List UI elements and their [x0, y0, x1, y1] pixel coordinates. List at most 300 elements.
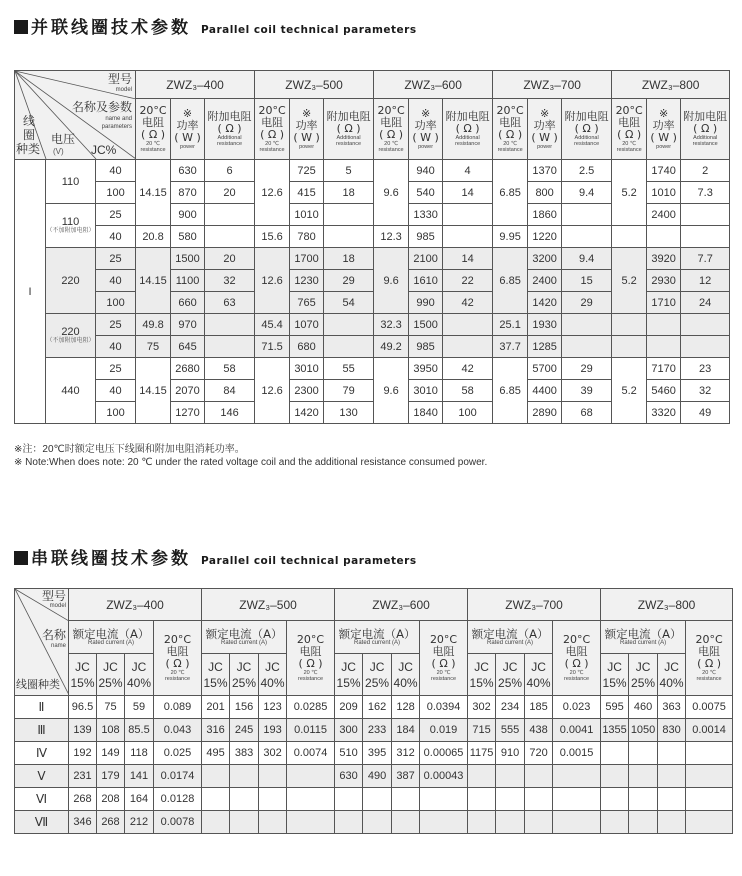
jc-header [97, 654, 125, 696]
value-cell [525, 696, 553, 719]
title-en: Parallel coil technical parameters [201, 24, 417, 36]
resistance-cell [374, 248, 409, 314]
cell-value: 0.0174 [160, 770, 195, 782]
additional-resistance-cell [324, 380, 374, 402]
text: JC [635, 659, 651, 674]
resistance-header [686, 621, 733, 696]
additional-resistance-value: 22 [461, 274, 474, 287]
jc-header [392, 654, 420, 696]
value-cell [259, 696, 287, 719]
cell-value: 302 [263, 747, 282, 759]
power-cell [409, 314, 443, 336]
cell-value: 460 [633, 701, 653, 713]
power-value: 900 [178, 208, 197, 221]
power-cell [647, 314, 681, 336]
additional-resistance-value: 39 [580, 384, 593, 397]
value-cell [525, 788, 553, 811]
power-value: 765 [297, 296, 316, 309]
power-cell [409, 380, 443, 402]
additional-resistance-cell [205, 182, 255, 204]
power-value: 645 [178, 340, 197, 353]
jc-header [658, 654, 686, 696]
value-cell [468, 765, 496, 788]
cell-value: 75 [104, 701, 117, 713]
cell-value: 438 [529, 724, 548, 736]
resistance-cell [374, 336, 409, 358]
cell-value: 0.023 [562, 701, 591, 713]
value-cell [629, 788, 658, 811]
text: ( Ω ) [141, 128, 166, 142]
cell-value: 0.00043 [423, 770, 464, 782]
power-cell [171, 380, 205, 402]
cell-value: 193 [263, 724, 282, 736]
voltage-label: 电压 [51, 132, 76, 146]
coil-type-cell [15, 788, 69, 811]
text: 20 ℃ [384, 141, 398, 148]
additional-resistance-cell [443, 182, 493, 204]
additional-resistance-value: 32 [223, 274, 236, 287]
additional-resistance-cell [324, 160, 374, 182]
additional-resistance-cell [443, 248, 493, 270]
cell-value: 302 [472, 701, 491, 713]
value-cell [335, 811, 363, 834]
resistance-value: 12.6 [261, 384, 283, 397]
voltage-value: 220 [61, 326, 80, 338]
value-cell [420, 788, 468, 811]
cell-value: 383 [234, 747, 254, 759]
cell-value: 387 [396, 770, 415, 782]
power-cell [528, 248, 562, 270]
additional-resistance-cell [562, 226, 612, 248]
power-value: 660 [178, 296, 197, 309]
value-cell [686, 765, 733, 788]
cell-value: 231 [73, 770, 92, 782]
cell-value: 1355 [602, 724, 627, 736]
power-value: 1010 [651, 186, 676, 199]
power-cell [647, 204, 681, 226]
value-cell [259, 719, 287, 742]
jc-header [230, 654, 259, 696]
resistance-cell [493, 336, 528, 358]
resistance-header [374, 99, 409, 160]
additional-resistance-value: 7.7 [697, 252, 713, 265]
resistance-value: 49.8 [142, 318, 164, 331]
additional-resistance-cell [681, 336, 730, 358]
text: JC [341, 659, 356, 674]
voltage-value: 220 [61, 274, 80, 287]
text: Rated current (A) [354, 639, 401, 646]
additional-resistance-value: 2.5 [578, 164, 595, 177]
power-cell [528, 358, 562, 380]
power-header [647, 99, 681, 160]
value-cell [287, 742, 335, 765]
text: 20 ℃ [702, 670, 716, 676]
cell-value: 395 [367, 747, 387, 759]
value-cell [230, 811, 259, 834]
resistance-cell [612, 160, 647, 226]
power-value: 1840 [413, 406, 438, 419]
text: 15% [469, 675, 494, 690]
additional-resistance-value: 9.4 [578, 252, 595, 265]
value-cell [392, 765, 420, 788]
power-cell [647, 402, 681, 424]
text: ( W ) [531, 131, 558, 145]
value-cell [335, 788, 363, 811]
text: power [180, 144, 196, 151]
text: resistance [564, 676, 590, 682]
additional-resistance-cell [324, 314, 374, 336]
value-cell [363, 788, 392, 811]
value-cell [392, 696, 420, 719]
table-row [15, 788, 733, 811]
additional-resistance-cell [681, 402, 730, 424]
additional-resistance-value: 84 [223, 384, 236, 397]
value-cell [230, 742, 259, 765]
text: 20°C [258, 104, 286, 118]
power-cell [647, 270, 681, 292]
cell-value: 209 [339, 701, 358, 713]
additional-resistance-cell [443, 336, 493, 358]
text: ( Ω ) [379, 128, 404, 142]
model-name: ZWZ₃–700 [505, 597, 563, 612]
cell-value: 555 [500, 724, 520, 736]
text: 20 ℃ [569, 670, 584, 676]
text: 20°C [496, 104, 524, 118]
no-resistor-note: （不加附加电阻） [46, 338, 95, 344]
cell-value: 141 [129, 770, 149, 782]
additional-resistance-value: 58 [461, 384, 474, 397]
jc-header [259, 654, 287, 696]
coil-type-value: Ⅱ [38, 700, 45, 714]
voltage-cell [46, 248, 96, 314]
resistance-cell [493, 314, 528, 336]
table-row [15, 719, 733, 742]
text: Rated current (A) [487, 639, 534, 646]
power-cell [171, 314, 205, 336]
power-value: 1610 [413, 274, 438, 287]
additional-resistance-cell [205, 402, 255, 424]
value-cell [97, 742, 125, 765]
text: 功率 [295, 119, 318, 133]
power-value: 1270 [175, 406, 200, 419]
value-cell [468, 719, 496, 742]
power-cell [290, 270, 324, 292]
power-cell [647, 226, 681, 248]
value-cell [363, 811, 392, 834]
power-value: 4400 [532, 384, 557, 397]
jc-header [69, 654, 97, 696]
value-cell [363, 719, 392, 742]
text: JC [531, 659, 546, 674]
additional-resistance-cell [205, 204, 255, 226]
text: JC [236, 659, 252, 674]
jc-value: 25 [109, 318, 122, 331]
value-cell [259, 742, 287, 765]
text: ( Ω ) [564, 657, 589, 670]
cell-value: 128 [396, 701, 415, 713]
text: ( Ω ) [431, 657, 456, 670]
value-cell [97, 765, 125, 788]
rated-current-header [601, 621, 686, 654]
table-row [15, 248, 730, 270]
resistance-value: 25.1 [499, 318, 521, 331]
value-cell [553, 765, 601, 788]
value-cell [468, 696, 496, 719]
text: ( Ω ) [693, 122, 718, 136]
value-cell [335, 742, 363, 765]
cell-value: 1175 [469, 747, 494, 759]
additional-resistance-cell [443, 204, 493, 226]
jc-header [125, 654, 154, 696]
text: JC [474, 659, 489, 674]
cell-value: 490 [367, 770, 387, 782]
text: 15% [70, 675, 95, 690]
power-value: 1100 [175, 274, 200, 287]
power-cell [647, 358, 681, 380]
jc-value: 100 [106, 406, 125, 419]
resistance-cell [493, 226, 528, 248]
value-cell [601, 765, 629, 788]
table-row [15, 811, 733, 834]
table-row [15, 765, 733, 788]
title-cn: 并联线圈技术参数 [31, 18, 191, 38]
jc-cell [96, 270, 136, 292]
text: 电阻 [565, 645, 588, 658]
power-value: 1370 [532, 164, 557, 177]
value-cell [97, 696, 125, 719]
model-header [493, 71, 612, 99]
text: ( Ω ) [574, 122, 599, 136]
additional-resistance-cell [562, 358, 612, 380]
text: ( Ω ) [697, 657, 722, 670]
power-value: 725 [297, 164, 316, 177]
voltage-value: 110 [61, 175, 80, 188]
power-cell [171, 226, 205, 248]
text: ( Ω ) [217, 122, 242, 136]
additional-resistance-cell [443, 358, 493, 380]
text: 电阻 [261, 116, 284, 130]
jc-value: 40 [109, 384, 122, 397]
power-cell [647, 292, 681, 314]
jc-cell [96, 402, 136, 424]
value-cell [259, 788, 287, 811]
text: 25% [365, 675, 390, 690]
power-value: 1740 [651, 164, 676, 177]
power-cell [528, 336, 562, 358]
value-cell [392, 742, 420, 765]
text: ( Ω ) [298, 657, 323, 670]
additional-resistance-value: 68 [580, 406, 593, 419]
value-cell [525, 742, 553, 765]
value-cell [125, 719, 154, 742]
value-cell [496, 788, 525, 811]
value-cell [363, 742, 392, 765]
power-value: 3010 [413, 384, 438, 397]
value-cell [686, 742, 733, 765]
text: ( W ) [293, 131, 320, 145]
cell-value: 96.5 [71, 701, 94, 713]
cell-value: 234 [500, 701, 520, 713]
model-name: ZWZ₃–400 [166, 77, 224, 92]
value-cell [420, 719, 468, 742]
resistance-cell [612, 358, 647, 424]
value-cell [125, 765, 154, 788]
additional-resistance-cell [562, 270, 612, 292]
value-cell [553, 788, 601, 811]
jc-cell [96, 160, 136, 182]
value-cell [69, 765, 97, 788]
additional-resistance-cell [324, 402, 374, 424]
value-cell [658, 811, 686, 834]
power-value: 1010 [294, 208, 319, 221]
coil-type-cell [15, 160, 46, 424]
additional-resistance-value: 5 [345, 164, 352, 177]
model-header [612, 71, 730, 99]
power-value: 5700 [532, 362, 557, 375]
cell-value: 192 [73, 747, 92, 759]
text: JC [265, 659, 280, 674]
jc-cell [96, 204, 136, 226]
additional-resistance-cell [443, 402, 493, 424]
additional-resistance-value: 146 [220, 406, 239, 419]
resistance-cell [136, 314, 171, 336]
value-cell [202, 765, 230, 788]
text: resistance [217, 141, 243, 148]
text: Rated current (A) [87, 639, 135, 646]
resistance-value: 12.3 [380, 230, 402, 243]
text: 功率 [533, 119, 556, 133]
no-resistor-note: （不加附加电阻） [46, 228, 95, 234]
power-value: 1420 [532, 296, 557, 309]
jc-value: 100 [106, 186, 125, 199]
value-cell [259, 811, 287, 834]
model-header [468, 589, 601, 621]
value-cell [420, 765, 468, 788]
value-cell [658, 696, 686, 719]
square-bullet-icon [14, 20, 28, 34]
value-cell [202, 788, 230, 811]
resistance-value: 37.7 [499, 340, 521, 353]
additional-resistance-header [443, 99, 493, 160]
power-value: 1330 [413, 208, 438, 221]
jc-cell [96, 358, 136, 380]
power-cell [290, 248, 324, 270]
resistance-cell [612, 248, 647, 314]
voltage-cell [46, 204, 96, 248]
text: JC [103, 659, 118, 674]
power-value: 1230 [294, 274, 319, 287]
additional-resistance-value: 49 [699, 406, 712, 419]
jc-header [496, 654, 525, 696]
resistance-value: 6.85 [499, 384, 521, 397]
jc-header [629, 654, 658, 696]
cell-value: 720 [529, 747, 548, 759]
additional-resistance-cell [205, 248, 255, 270]
cell-value: 59 [132, 701, 146, 713]
resistance-cell [255, 358, 290, 424]
value-cell [69, 788, 97, 811]
additional-resistance-cell [205, 292, 255, 314]
additional-resistance-value: 58 [223, 362, 236, 375]
additional-resistance-cell [205, 314, 255, 336]
power-value: 1700 [294, 252, 319, 265]
voltage-cell [46, 314, 96, 358]
reference-mark-icon: ※ [182, 107, 193, 121]
value-cell [363, 696, 392, 719]
power-cell [409, 358, 443, 380]
cell-value: 595 [605, 701, 624, 713]
value-cell [69, 742, 97, 765]
text: 电阻 [166, 645, 189, 658]
text: 功率 [414, 119, 437, 133]
resistance-cell [493, 160, 528, 226]
value-cell [525, 811, 553, 834]
text: Additional [574, 135, 599, 142]
model-header [255, 71, 374, 99]
additional-resistance-cell [205, 380, 255, 402]
corner-header-cell [15, 589, 69, 696]
resistance-header [136, 99, 171, 160]
power-header [171, 99, 205, 160]
model-label: 型号 [41, 589, 66, 603]
power-value: 7170 [651, 362, 676, 375]
additional-resistance-cell [681, 160, 730, 182]
power-cell [409, 270, 443, 292]
cell-value: 0.019 [429, 724, 458, 736]
additional-resistance-cell [681, 226, 730, 248]
rated-current-header [69, 621, 154, 654]
power-value: 680 [297, 340, 316, 353]
value-cell [658, 742, 686, 765]
value-cell [202, 811, 230, 834]
text: JC [607, 659, 622, 674]
text: 附加电阻 [445, 110, 490, 124]
text: 额定电流（A） [72, 626, 150, 641]
power-value: 1710 [651, 296, 676, 309]
value-cell [154, 696, 202, 719]
text: 20 ℃ [265, 141, 279, 148]
coil-type-value: Ⅵ [35, 792, 48, 806]
text: JC [75, 659, 90, 674]
text: 电阻 [432, 645, 455, 658]
value-cell [658, 765, 686, 788]
value-cell [154, 742, 202, 765]
additional-resistance-value: 79 [342, 384, 355, 397]
text: JC [131, 659, 147, 674]
additional-resistance-value: 54 [342, 296, 355, 309]
value-cell [69, 719, 97, 742]
power-value: 985 [416, 340, 435, 353]
power-cell [290, 402, 324, 424]
jc-value: 25 [109, 362, 122, 375]
additional-resistance-cell [443, 226, 493, 248]
voltage-cell [46, 160, 96, 204]
jc-value: 25 [109, 252, 122, 265]
model-header [335, 589, 468, 621]
additional-resistance-cell [562, 292, 612, 314]
text: ( W ) [650, 131, 677, 145]
cell-value: 233 [367, 724, 387, 736]
power-cell [290, 314, 324, 336]
resistance-cell [255, 314, 290, 336]
power-cell [171, 204, 205, 226]
resistance-value: 75 [146, 340, 160, 353]
coil-type-label: 线圈种类 [16, 678, 60, 691]
additional-resistance-cell [681, 204, 730, 226]
jc-cell [96, 380, 136, 402]
resistance-header [553, 621, 601, 696]
power-value: 1420 [294, 406, 319, 419]
